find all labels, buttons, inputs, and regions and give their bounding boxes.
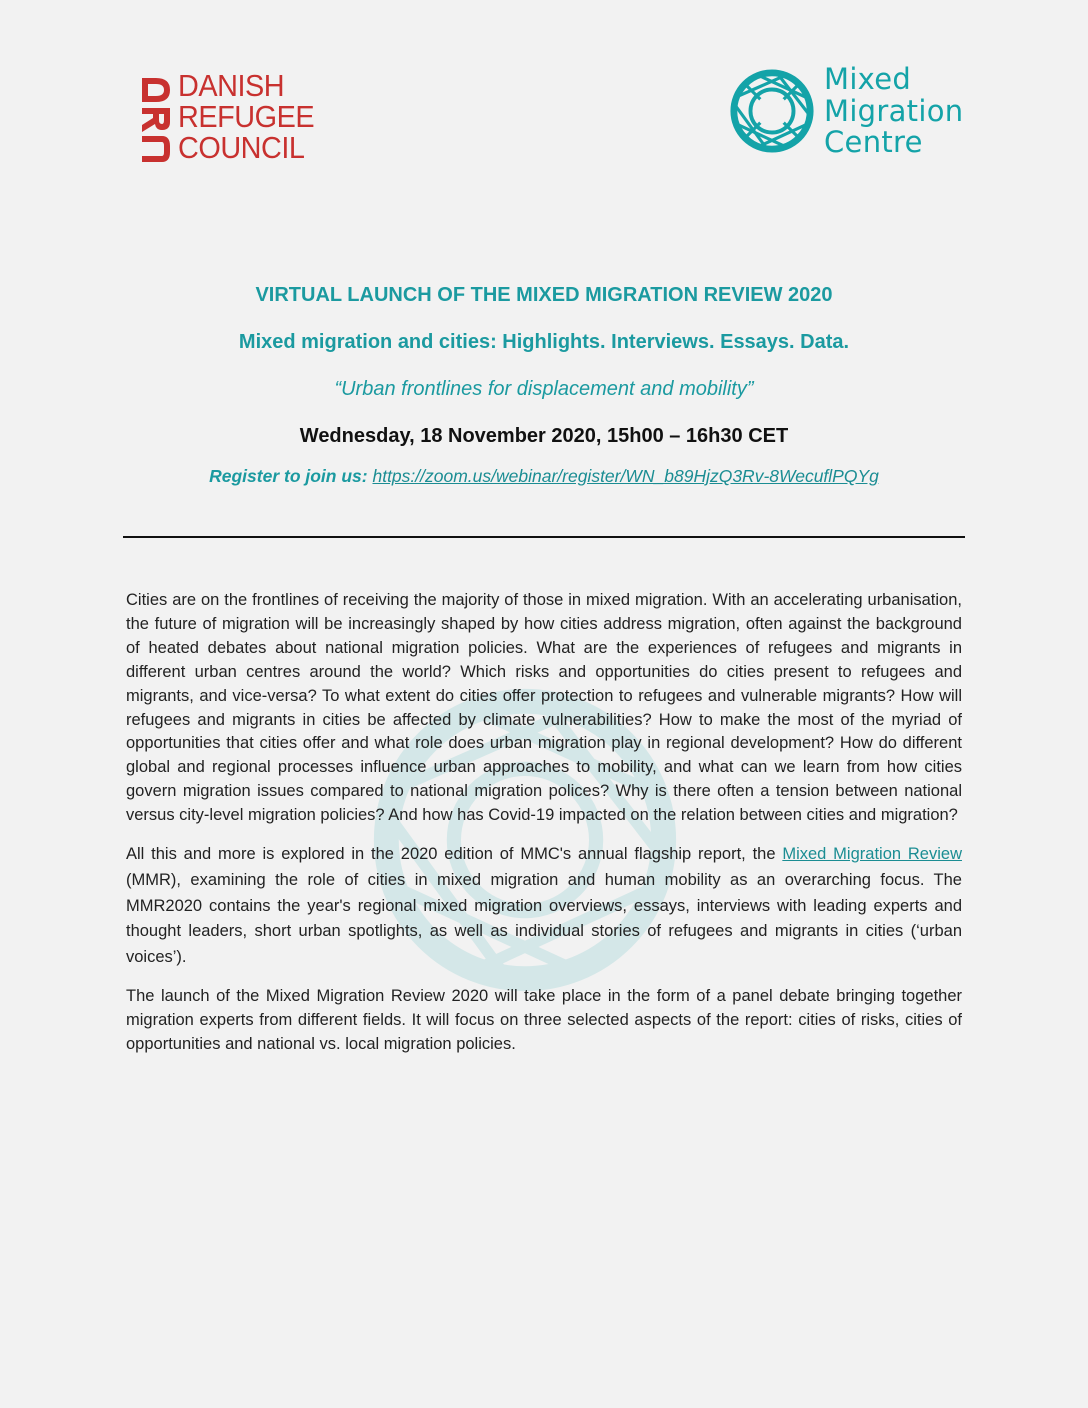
paragraph-1: Cities are on the frontlines of receiving the majority of those in mixed migration. With an accelerating urbanisation, the future of migration will be increasingly shaped by how cities address migration, often against the background of heated debates about national migration policies. What are the experiences of refugees and migrants in different urban centres around the world? Which risks and opportunities do cities present to refugees and migrants, and vice-versa? To what extent do cities offer protection to refugees and vulnerable migrants? How will refugees and migrants in cities be affected by climate vulnerabilities? How to make the most of the myriad of opportunities that cities offer and what role does urban migration play in regional development? How do different global and regional processes influence urban approaches to mobility, and what can we learn from how cities govern migration issues compared to national migration polices? Why is there often a tension between national versus city-level migration policies? And how has Covid-19 impacted on the relation between cities and migration? (126, 591, 962, 825)
event-subtitle: Mixed migration and cities: Highlights. Interviews. Essays. Data. (238, 331, 850, 353)
paragraph-2-intro: All this and more is explored in the 2020 edition of MMC's annual flagship report, the (126, 845, 783, 864)
drc-logo-line1: DANISH (178, 68, 285, 103)
paragraph-3: The launch of the Mixed Migration Review 2020 will take place in the form of a panel debate bringing together migration experts from different fields. It will focus on three selected aspects of the report: cities of risks, cities of opportunities and national vs. local migration policies. (126, 987, 962, 1053)
mmc-logo-line1: Mixed (824, 62, 912, 96)
paragraph-2 (126, 842, 962, 971)
drc-mark-icon (138, 72, 174, 162)
event-header (0, 280, 1088, 451)
mmc-logo (728, 64, 968, 160)
mmc-logo-line3: Centre (824, 125, 923, 159)
mixed-migration-review-link[interactable]: Mixed Migration Review (782, 845, 962, 864)
register-line (0, 466, 1088, 487)
drc-logo (138, 68, 318, 165)
divider (123, 536, 965, 538)
register-link[interactable]: https://zoom.us/webinar/register/WN_b89HjzQ3Rv-8WecuflPQYg (372, 466, 879, 486)
body-text (126, 589, 962, 1071)
event-quote: “Urban frontlines for displacement and mobility” (334, 378, 754, 400)
mmc-logo-line2: Migration (824, 93, 964, 128)
drc-logo-line3: COUNCIL (178, 130, 305, 165)
paragraph-2-rest: (MMR), examining the role of cities in mixed migration and human mobility as an overarching focus. The MMR2020 contains the year's regional mixed migration overviews, essays, interviews with leading experts and thought leaders, short urban spotlights, as well as individual stories of refugees and migrants in cities (‘urban voices’). (126, 870, 962, 967)
globe-network-icon (728, 66, 816, 156)
event-title: VIRTUAL LAUNCH OF THE MIXED MIGRATION REVIEW 2020 (255, 284, 833, 306)
drc-logo-line2: REFUGEE (178, 99, 315, 134)
register-label: Register to join us: (209, 466, 368, 486)
event-date: Wednesday, 18 November 2020, 15h00 – 16h30 CET (299, 425, 789, 447)
